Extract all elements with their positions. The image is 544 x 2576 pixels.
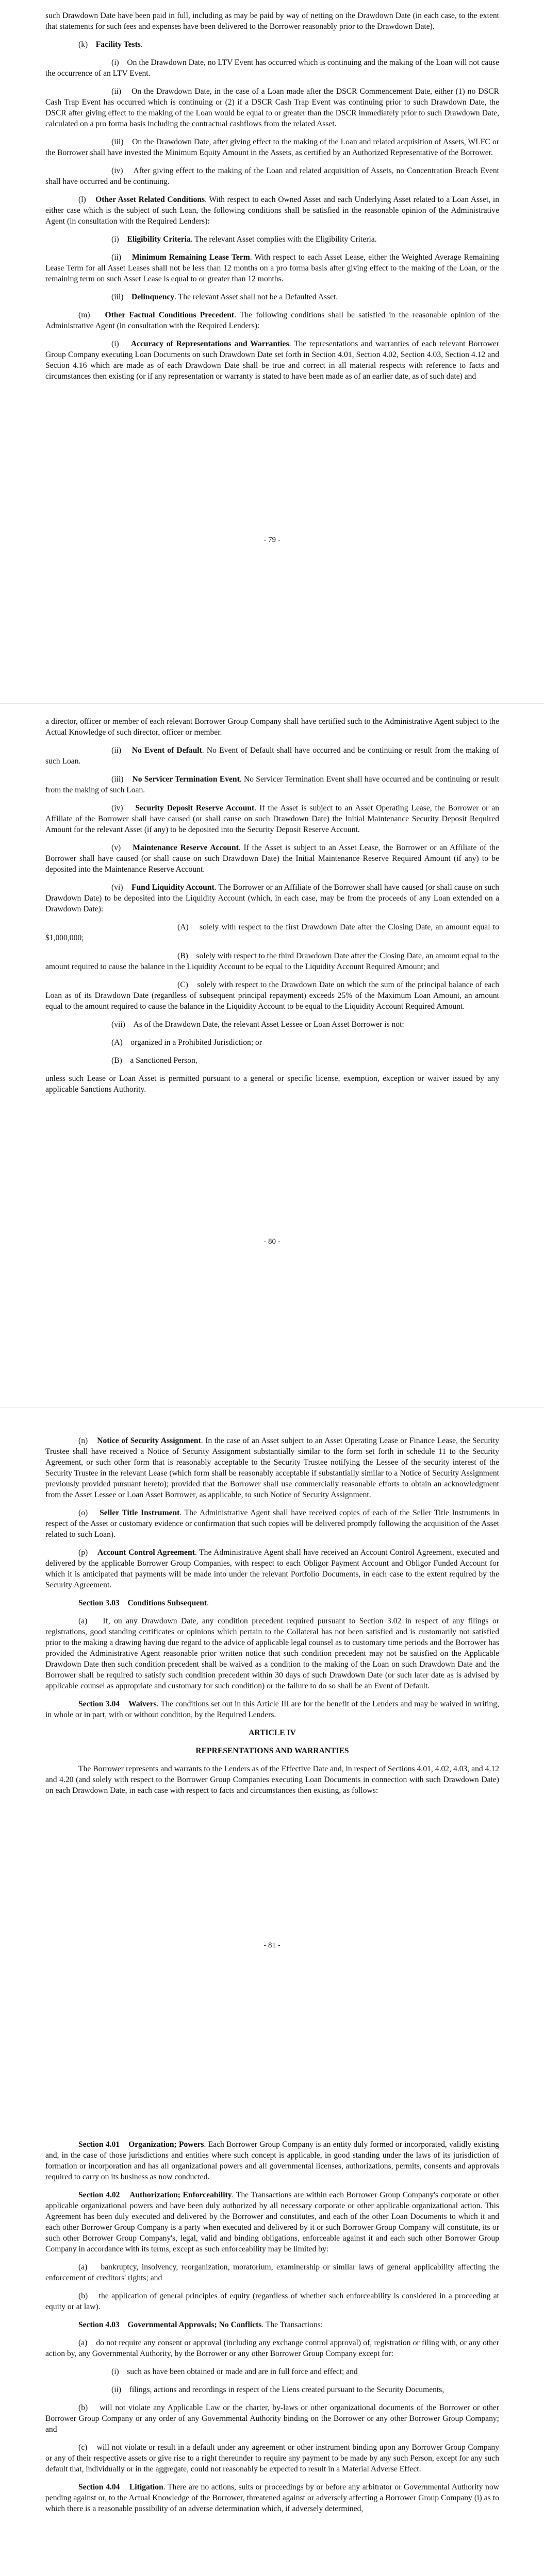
- paragraph: (vii) As of the Drawdown Date, the relevant Asset Lessee or Loan Asset Borrower is not:: [111, 1020, 404, 1029]
- paragraph-text: . The representations and warranties of each relevant Borrower Group Company executing Loan Documents on such Drawdown Date set forth in Section 4.01, Section 4.02, Section 4.03, Section 4.12 and Section 4.16 which are made as of each Drawdown Date shall be true and correct in all material respects with reference to facts and circumstances then existing (or if any representation or warranty is stated to have been made as of an earlier date, as of such date) and: [45, 340, 499, 381]
- section-m: [45, 310, 499, 331]
- heading: No Servicer Termination Event: [132, 775, 240, 784]
- heading: Fund Liquidity Account: [131, 883, 215, 892]
- paragraph: (A) solely with respect to the first Drawdown Date after the Closing Date, an amount equal to $1,000,000;: [45, 923, 499, 942]
- paragraph-text: . If the Asset is subject to an Asset Operating Lease, the Borrower or an Affiliate of the Borrower shall have caused (or shall cause on such Drawdown Date) the Initial Maintenance Security Deposit Required Amount for the relevant Asset (if any) to be deposited into the Security Deposit Reserve Account.: [45, 804, 500, 834]
- page-number: - 79 -: [263, 536, 281, 544]
- paragraph: (i) On the Drawdown Date, no LTV Event has occurred which is continuing and the making of the Loan will not cause the occurrence of an LTV Event.: [45, 58, 499, 78]
- heading: Maintenance Reserve Account: [133, 843, 239, 852]
- paragraph: [45, 842, 499, 875]
- paragraph: (A) organized in a Prohibited Jurisdiction; or: [111, 1038, 262, 1047]
- paragraph-text: . No Servicer Termination Event shall have occurred and be continuing or result from the making of such Loan.: [45, 775, 500, 794]
- label: (i): [111, 340, 119, 348]
- paragraph: [45, 234, 499, 245]
- heading-tail: . The Transactions:: [261, 2320, 323, 2329]
- paragraph-text: . With respect to each Asset Lease, either the Weighted Average Remaining Lease Term for all Asset Leases shall not be less than 12 months on a pro forma basis after giving effect to the making of the Loan, or the remaining term on such Asset Lease is equal to or greater than 12 months.: [45, 253, 499, 283]
- heading: Delinquency: [131, 293, 175, 301]
- section-n: [45, 1435, 499, 1500]
- paragraph: (ii) filings, actions and recordings in respect of the Liens created pursuant to the Security Documents,: [111, 2385, 444, 2394]
- section-3-03: [45, 1598, 499, 1608]
- section-4-02: [45, 2190, 499, 2255]
- paragraph: (b) the application of general principles of equity (regardless of whether such enforceability is considered in a proceeding at equity or at law).: [45, 2292, 499, 2311]
- heading: Account Control Agreement: [97, 1548, 195, 1557]
- label: (iii): [111, 293, 124, 301]
- page-79-content: [45, 10, 499, 389]
- label: (k): [78, 40, 88, 49]
- paragraph: (b) will not violate any Applicable Law or the charter, by-laws or other organizational documents of the Borrower or other Borrower Group Company or any order of any Governmental Authority binding on the Borrower or any other Borrower Group Company; and: [45, 2403, 499, 2434]
- label: (iv): [111, 804, 123, 812]
- section-4-03: [45, 2319, 499, 2330]
- paragraph-text: . The relevant Asset shall not be a Defaulted Asset.: [174, 293, 338, 301]
- section-3-04: [45, 1699, 499, 1720]
- paragraph: [45, 803, 499, 835]
- label: (ii): [111, 746, 122, 755]
- paragraph-text: . If the Asset is subject to an Asset Lease, the Borrower or an Affiliate of the Borrower shall have caused (or shall cause on such Drawdown Date) the Initial Maintenance Reserve Required Amount (if any) to be deposited into the Maintenance Reserve Account.: [45, 843, 500, 874]
- heading-tail: .: [207, 1599, 209, 1607]
- page-number: - 80 -: [263, 1238, 281, 1246]
- heading: Section 3.04 Waivers: [78, 1700, 157, 1708]
- label: (ii): [111, 253, 122, 262]
- page-81: [0, 1408, 544, 2111]
- article-number: ARTICLE IV: [249, 1728, 296, 1737]
- paragraph: [45, 774, 499, 795]
- paragraph: [45, 338, 499, 382]
- heading: Accuracy of Representations and Warranties: [130, 340, 289, 348]
- heading: Seller Title Instrument: [100, 1509, 180, 1517]
- paragraph: (C) solely with respect to the Drawdown Date on which the sum of the principal balance of each Loan as of its Drawdown Date (regardless of subsequent principal repayment) exceeds 25% of the Maximum Loan Amount, an amount equal to the amount required to cause the balance in the Liquidity Account to be equal to the Liquidity Account Required Amount.: [45, 980, 499, 1011]
- heading: Section 3.03 Conditions Subsequent: [78, 1599, 207, 1607]
- paragraph-text: . The Administrative Agent shall have received copies of each of the Seller Title Instruments in respect of the Asset or customary evidence or confirmation that such copies will be delivered promptly following the acquisition of the Asset related to such Loan).: [45, 1509, 500, 1539]
- article-title: REPRESENTATIONS AND WARRANTIES: [195, 1747, 349, 1755]
- paragraph: (a) If, on any Drawdown Date, any condition precedent required pursuant to Section 3.02 in respect of any filings or registrations, good standing certificates or opinions which pertain to the Collateral has not been satisfied and is customarily not satisfied prior to the making a drawing having due regard to the advice of applicable legal counsel as to customary time periods and the Borrower has provided the Administrative Agent reasonable prior written notice that such condition precedent may not be satisfied on the Applicable Drawdown Date then such condition precedent shall be waived as a condition to the making of the Loan on such Drawdown Date and the Borrower shall be required to satisfy such condition precedent within 30 days of such Drawdown Date (or such later date as is advised by applicable counsel as appropriate and customary for such condition) or the failure to do so shall be an Event of Default.: [45, 1617, 499, 1690]
- heading: Other Asset Related Conditions: [95, 195, 205, 204]
- section-k: [45, 39, 499, 50]
- paragraph: (iv) After giving effect to the making of the Loan and related acquisition of Assets, no Concentration Breach Event shall have occurred and be continuing.: [45, 166, 499, 186]
- paragraph: [45, 745, 499, 767]
- heading: Other Factual Conditions Precedent: [105, 311, 235, 319]
- heading: Facility Tests: [95, 40, 141, 49]
- heading: Section 4.01 Organization; Powers: [78, 2140, 204, 2149]
- section-o: [45, 1507, 499, 1540]
- paragraph-text: . No Event of Default shall have occurred and be continuing or result from the making of such Loan.: [45, 746, 500, 766]
- paragraph: a director, officer or member of each relevant Borrower Group Company shall have certified such to the Administrative Agent subject to the Actual Knowledge of such director, officer or member.: [45, 717, 499, 737]
- paragraph-text: . The following conditions shall be satisfied in the reasonable opinion of the Administrative Agent (in consultation with the Required Lenders):: [45, 311, 499, 330]
- page-80: [0, 704, 544, 1407]
- paragraph: [45, 252, 499, 284]
- label: (n): [78, 1436, 88, 1445]
- paragraph-text: . There are no actions, suits or proceedings by or before any arbitrator or Governmental Authority now pending against or, to the Actual Knowledge of the Borrower, threatened against or adversely affecting a Borrower Group Company (i) as to which there is a reasonable possibility of an adverse determination which, if adversely determined,: [45, 2483, 500, 2513]
- section-l: [45, 194, 499, 227]
- section-4-01: [45, 2139, 499, 2182]
- heading: Minimum Remaining Lease Term: [131, 253, 250, 262]
- page-81-content: [45, 1435, 499, 1803]
- label: (iii): [111, 775, 124, 784]
- paragraph: [45, 882, 499, 914]
- paragraph-text: . The Administrative Agent shall have received an Account Control Agreement, executed and delivered by the applicable Borrower Group Companies, with respect to each Obligor Payment Account and Obligor Funded Account for which it is anticipated that payments will be made into under the relevant Portfolio Documents, in each case to the extent required by the Security Agreement.: [45, 1548, 499, 1589]
- label: (l): [78, 195, 86, 204]
- paragraph-text: . The Borrower or an Affiliate of the Borrower shall have caused (or shall cause on such Drawdown Date) to be deposited into the Liquidity Account (which, in each case, may be from the proceeds of any Loan extended on a Drawdown Date):: [45, 883, 499, 913]
- section-4-04: [45, 2482, 499, 2514]
- heading: Section 4.02 Authorization; Enforceability: [78, 2191, 232, 2199]
- page-82-content: [45, 2139, 499, 2521]
- paragraph: such Drawdown Date have been paid in full, including as may be paid by way of netting on the Drawdown Date (in each case, to the extent that statements for such fees and expenses have been delivered to the Borrower reasonably prior to the Drawdown Date).: [45, 11, 499, 31]
- paragraph: (B) solely with respect to the third Drawdown Date after the Closing Date, an amount equal to the amount required to cause the balance in the Liquidity Account to be equal to the Liquidity Account Required Amount; and: [45, 952, 499, 971]
- heading: Notice of Security Assignment: [97, 1436, 201, 1445]
- heading: Section 4.03 Governmental Approvals; No Conflicts: [78, 2320, 262, 2329]
- paragraph: (i) such as have been obtained or made and are in full force and effect; and: [111, 2367, 358, 2376]
- label: (m): [78, 311, 90, 319]
- paragraph: (a) do not require any consent or approval (including any exchange control approval) of, registration or filing with, or any other action by, any Governmental Authority, by the Borrower or any other Borrower Group Company except for:: [45, 2338, 499, 2358]
- paragraph-text: . The relevant Asset complies with the Eligibility Criteria.: [190, 235, 377, 244]
- heading: Security Deposit Reserve Account: [135, 804, 255, 812]
- paragraph-text: . Each Borrower Group Company is an entity duly formed or incorporated, validly existing and, in the case of those jurisdictions and entities where such concept is applicable, in good standing under the laws of its jurisdiction of formation or incorporation and has all organizational powers and all governmental licenses, authorizations, permits, consents and approvals required to carry on its business as now conducted.: [45, 2140, 499, 2181]
- label: (i): [111, 235, 119, 244]
- paragraph: (B) a Sanctioned Person,: [111, 1056, 197, 1065]
- heading-tail: .: [140, 40, 143, 49]
- label: (o): [78, 1509, 88, 1517]
- page-82: [0, 2111, 544, 2576]
- heading: Section 4.04 Litigation: [78, 2483, 163, 2492]
- page-79: [0, 0, 544, 703]
- label: (vi): [111, 883, 123, 892]
- page-80-content: [45, 716, 499, 1102]
- label: (v): [111, 843, 121, 852]
- heading: Eligibility Criteria: [127, 235, 191, 244]
- paragraph: (iii) On the Drawdown Date, after giving effect to the making of the Loan and related acquisition of Assets, WLFC or the Borrower shall have invested the Minimum Equity Amount in the Assets, as certified by an Authorized Representative of the Borrower.: [45, 138, 499, 157]
- paragraph-text: . In the case of an Asset subject to an Asset Operating Lease or Finance Lease, the Security Trustee shall have received a Notice of Security Assignment substantially similar to the form set forth in schedule 11 to the Security Agreement, or such other form that is reasonably acceptable to the Security Trustee notifying the Lessee of the security interest of the Security Trustee in the relevant Lease (which form shall be reasonably acceptable if substantially similar to a Notice of Security Assignment previously provided pursuant hereto); provided that the Borrower shall use commercially reasonable efforts to obtain an acknowledgment from the Asset Lessee or Loan Asset Borrower, as applicable, to such Notice of Security Assignment.: [45, 1436, 499, 1499]
- paragraph: [45, 292, 499, 302]
- paragraph-text: . The conditions set out in this Article III are for the benefit of the Lenders and may be waived in writing, in whole or in part, with or without condition, by the Required Lenders.: [45, 1700, 499, 1719]
- paragraph: (ii) On the Drawdown Date, in the case of a Loan made after the DSCR Commencement Date, either (1) no DSCR Cash Trap Event has occurred which is continuing or (2) if a DSCR Cash Trap Event was continuing prior to such Drawdown Date, the DSCR after giving effect to the making of the Loan would be equal to or greater than the DSCR immediately prior to such Drawdown Date, calculated on a pro forma basis including the contractual cashflows from the related Asset.: [45, 87, 499, 128]
- paragraph-text: . With respect to each Owned Asset and each Underlying Asset related to a Loan Asset, in either case which is the subject of such Loan, the following conditions shall be satisfied in the reasonable opinion of the Administrative Agent (in consultation with the Required Lenders):: [45, 195, 499, 226]
- paragraph: (c) will not violate or result in a default under any agreement or other instrument binding upon any Borrower Group Company or any of their respective assets or give rise to a right thereunder to require any payment to be made by any such Person, except for any such default that, individually or in the aggregate, could not reasonably be expected to result in a Material Adverse Effect.: [45, 2443, 499, 2473]
- paragraph: The Borrower represents and warrants to the Lenders as of the Effective Date and, in respect of Sections 4.01, 4.02, 4.03, and 4.12 and 4.20 (and solely with respect to the Borrower Group Companies executing Loan Documents in connection with such Drawdown Date) on each Drawdown Date, in each case with respect to facts and circumstances then existing, as follows:: [45, 1765, 499, 1795]
- paragraph: (a) bankruptcy, insolvency, reorganization, moratorium, examinership or similar laws of general applicability affecting the enforcement of creditors' rights; and: [45, 2263, 499, 2282]
- section-p: [45, 1547, 499, 1590]
- paragraph-text: . The Transactions are within each Borrower Group Company's corporate or other applicable organizational powers and have been duly authorized by all necessary corporate or other applicable organizational action. This Agreement has been duly executed and delivered by the Borrower and constitutes, and each of the other Loan Documents to which it and each other Borrower Group Company is a party when executed and delivered by it or such Borrower Group Company will constitute, its or such other Borrower Group Company's, legal, valid and binding obligations, enforceable against it and each such other Borrower Group Company in accordance with its terms, except as such enforceability may be limited by:: [45, 2191, 499, 2253]
- paragraph: unless such Lease or Loan Asset is permitted pursuant to a general or specific license, exemption, exception or waiver issued by any applicable Sanctions Authority.: [45, 1074, 499, 1094]
- heading: No Event of Default: [131, 746, 202, 755]
- page-number: - 81 -: [263, 1941, 281, 1950]
- label: (p): [78, 1548, 88, 1557]
